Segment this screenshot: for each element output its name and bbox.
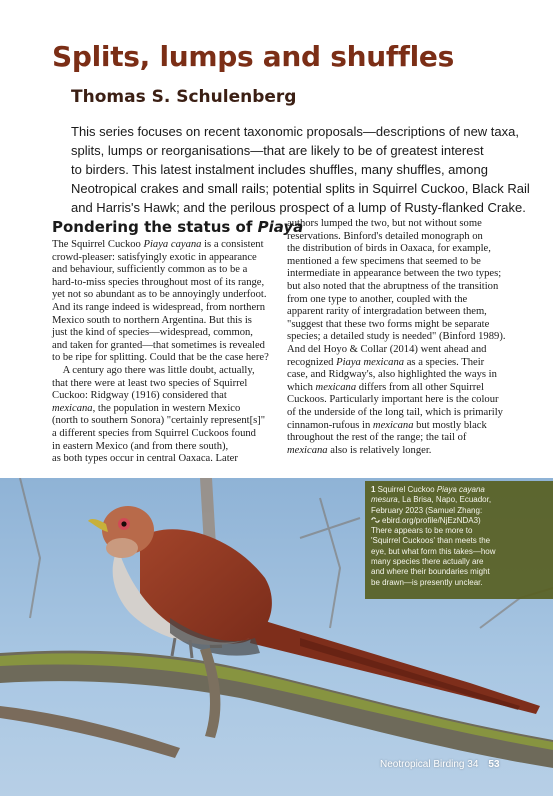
- body-text-line: mexicana also is relatively longer.: [287, 444, 432, 456]
- section-heading: [52, 218, 303, 236]
- caption-line: many species there actually are: [371, 557, 484, 567]
- body-text-line: to be ripe for splitting. Could that be the case here?: [52, 352, 269, 364]
- body-text-line: reservations. Binford's detailed monograph on: [287, 230, 483, 242]
- body-text-line: a different species from Squirrel Cuckoos found: [52, 427, 256, 439]
- intro-line: to birders. This latest instalment includes shuffles, many shuffles, among: [71, 162, 488, 177]
- body-text-line: mexicana, the population in western Mexico: [52, 402, 241, 414]
- body-text-line: and behaviour, sufficiently common as to be a: [52, 264, 248, 276]
- body-text-line: hard-to-miss species throughout most of its range,: [52, 276, 265, 288]
- body-text-line: species; a detailed study is needed" (Binford 1989).: [287, 331, 506, 343]
- body-text-line: and taken for granted—that sometimes is revealed: [52, 339, 265, 351]
- body-text-line: authors lumped the two, but not without some: [287, 218, 482, 229]
- article-author: Thomas S. Schulenberg: [71, 87, 297, 107]
- body-column-right: [287, 218, 523, 457]
- body-text-line: Cuckoo: Ridgway (1916) considered that: [52, 390, 227, 402]
- body-column-left: [52, 239, 282, 466]
- journal-name: Neotropical Birding 34: [380, 759, 479, 770]
- body-text-line: Cuckoos. Particularly important here is the colour: [287, 394, 499, 406]
- section-heading-genus: Piaya: [257, 218, 304, 236]
- caption-line: February 2023 (Samuel Zhang:: [371, 505, 483, 515]
- caption-number: 1: [371, 485, 378, 494]
- caption-line: 'Squirrel Cuckoos' than meets the: [371, 536, 491, 546]
- body-text-line: cinnamon-rufous in mexicana but mostly black: [287, 419, 487, 431]
- body-text-line: that there were at least two species of Squirrel: [52, 377, 248, 389]
- link-icon: [371, 516, 380, 524]
- body-text-line: And del Hoyo & Collar (2014) went ahead and: [287, 343, 487, 355]
- article-intro: [71, 122, 530, 217]
- body-text-line: throughout the rest of the range; the tail of: [287, 432, 467, 444]
- body-text-line: from one type to another, coupled with the: [287, 293, 468, 305]
- body-text-line: apparent rarity of intergradation between them,: [287, 306, 487, 318]
- caption-line: 1 Squirrel Cuckoo Piaya cayana: [371, 485, 485, 494]
- body-text-line: but also noted that the abruptness of the transition: [287, 280, 499, 292]
- intro-line: and Harris's Hawk; and the perilous prospect of a lump of Rusty-flanked Crake.: [71, 200, 526, 215]
- section-heading-text: Pondering the status of: [52, 218, 258, 236]
- body-text-line: crowd-pleaser: satisfyingly exotic in appearance: [52, 251, 257, 263]
- body-text-line: "suggest that these two forms might be separate: [287, 318, 490, 330]
- body-text-line: A century ago there was little doubt, actually,: [52, 364, 255, 376]
- article-title: Splits, lumps and shuffles: [52, 40, 454, 73]
- page-footer: [380, 759, 500, 770]
- body-text-line: the distribution of birds in Oaxaca, for example,: [287, 243, 491, 255]
- body-text-line: recognized Piaya mexicana as a species. Their: [287, 356, 485, 368]
- body-text-line: case, and Ridgway's, also highlighted the ways in: [287, 369, 497, 381]
- intro-line: This series focuses on recent taxonomic proposals—descriptions of new taxa,: [71, 124, 519, 139]
- caption-line: and where their boundaries might: [371, 567, 490, 577]
- body-text-line: mentioned a few specimens that seemed to be: [287, 255, 481, 267]
- caption-line: eye, but what form this takes—how: [371, 546, 496, 556]
- body-text-line: Mexico south to northern Argentina. But this is: [52, 314, 252, 326]
- caption-line: ebird.org/profile/NjEzNDA3): [371, 516, 547, 526]
- caption-line: There appears to be more to: [371, 526, 473, 536]
- body-text-line: in eastern Mexico (and from there south),: [52, 440, 229, 452]
- page-number: 53: [488, 759, 500, 770]
- body-text-line: And its range indeed is widespread, from northern: [52, 301, 265, 313]
- body-text-line: intermediate in appearance between the two types;: [287, 268, 502, 280]
- body-text-line: as both types occur in central Oaxaca. Later: [52, 453, 238, 465]
- intro-line: splits, lumps or reorganisations—that are likely to be of greatest interest: [71, 143, 484, 158]
- body-text-line: which mexicana differs from all other Squirrel: [287, 381, 484, 393]
- intro-line: Neotropical crakes and small rails; potential splits in Squirrel Cuckoo, Black Rail: [71, 181, 530, 196]
- body-text-line: yet not so abundant as to be annoyingly underfoot.: [52, 289, 267, 301]
- body-text-line: just the kind of species—widespread, common,: [52, 327, 253, 339]
- caption-line: mesura, La Brisa, Napo, Ecuador,: [371, 495, 492, 505]
- body-text-line: of the underside of the long tail, which is primarily: [287, 406, 503, 418]
- body-text-line: (north to southern Sonora) "certainly represent[s]": [52, 415, 266, 427]
- caption-line: be drawn—is presently unclear.: [371, 577, 483, 587]
- body-text-line: The Squirrel Cuckoo Piaya cayana is a consistent: [52, 239, 264, 250]
- photo-caption: [365, 481, 553, 599]
